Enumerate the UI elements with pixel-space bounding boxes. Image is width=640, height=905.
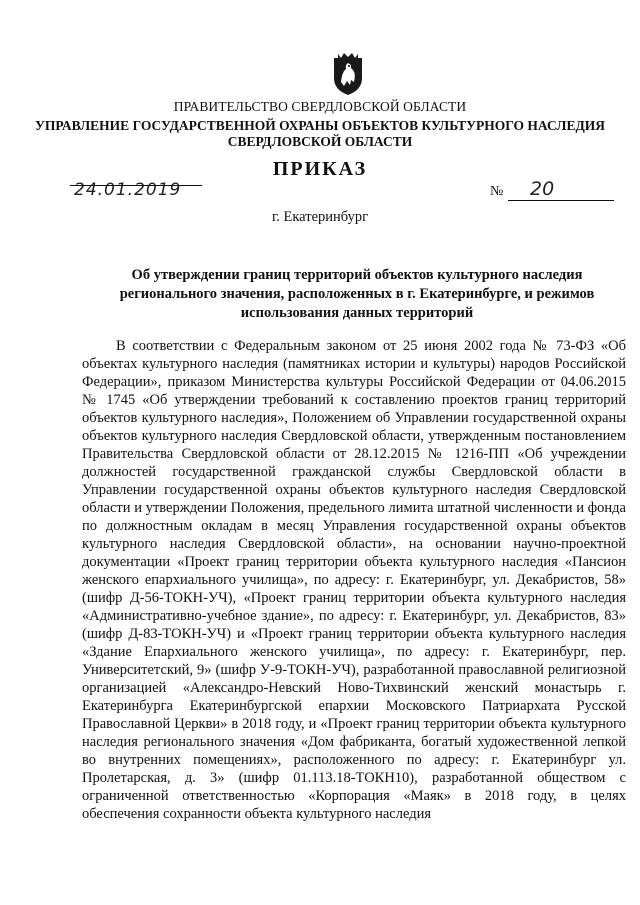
department-name [0,118,640,150]
number-label: № [490,184,504,199]
department-line-1: УПРАВЛЕНИЕ ГОСУДАРСТВЕННОЙ ОХРАНЫ ОБЪЕКТОВ КУЛЬТУРНОГО НАСЛЕДИЯ [34,118,606,133]
subject-line-1: Об утверждении границ территорий объектов культурного наследия [131,267,583,283]
date-underline [70,185,202,186]
document-subject [102,266,612,323]
document-date: 24.01.2019 [74,180,182,200]
subject-line-2: регионального значения, расположенных в г. Екатеринбурге, и режимов [119,286,595,302]
department-line-2: СВЕРДЛОВСКОЙ ОБЛАСТИ [227,134,413,149]
government-name: ПРАВИТЕЛЬСТВО СВЕРДЛОВСКОЙ ОБЛАСТИ [173,99,467,114]
city-name: г. Екатеринбург [271,209,369,225]
document-type: ПРИКАЗ [272,158,368,180]
sverdlovsk-coat-of-arms-icon [330,52,366,96]
subject-line-3: использования данных территорий [240,305,474,321]
body-paragraph: В соответствии с Федеральным законом от 25 июня 2002 года № 73-ФЗ «Об объектах культурного наследия (памятниках истории и культуры) народов Российской Федерации», приказом Министерства культуры Российской Федерации от 04.06.2015 № 1745 «Об утверждении требований к составлению проектов границ территорий объектов культурного наследия», Положением об Управлении государственной охраны объектов культурного наследия Свердловской области, утвержденным постановлением Правительства Свердловской области от 28.12.2015 № 1216-ПП «Об учреждении должностей государственной гражданской службы Свердловской области в Управлении государственной охраны объектов культурного наследия Свердловской области и утверждении Положения, предельного лимита штатной численности и фонда по должностным окладам в месяц Управления государственной охраны объектов культурного наследия Свердловской области», на основании научно-проектной документации «Проект границ территории объекта культурного наследия «Пансион женского епархиального училища», по адресу: г. Екатеринбург, ул. Декабристов, 58» (шифр Д-56-ТОКН-УЧ), «Проект границ территории объекта культурного наследия «Административно-учебное здание», по адресу: г. Екатеринбург, ул. Декабристов, 83» (шифр Д-83-ТОКН-УЧ) и «Проект границ территории объекта культурного наследия «Здание Епархиального женского училища», по адресу: г. Екатеринбург, пер. Университетский, 9» (шифр У-9-ТОКН-УЧ), разработанной православной религиозной организацией «Александро-Невский Ново-Тихвинский женский монастырь г. Екатеринбурга Екатеринбургской епархии Московского Патриархата Русской Православной Церкви» в 2018 году, и «Проект границ территории объекта культурного наследия регионального значения «Дом фабриканта, богатый художественной лепкой во внутренних помещениях», расположенного по адресу: г. Екатеринбург ул. Пролетарская, д. 3» (шифр 01.113.18-ТОКН10), разработанной обществом с ограниченной ответственностью «Корпорация «Маяк» в 2018 году, в целях обеспечения сохранности объекта культурного наследия [82,338,626,822]
number-underline [508,200,614,201]
document-number: 20 [530,178,555,200]
